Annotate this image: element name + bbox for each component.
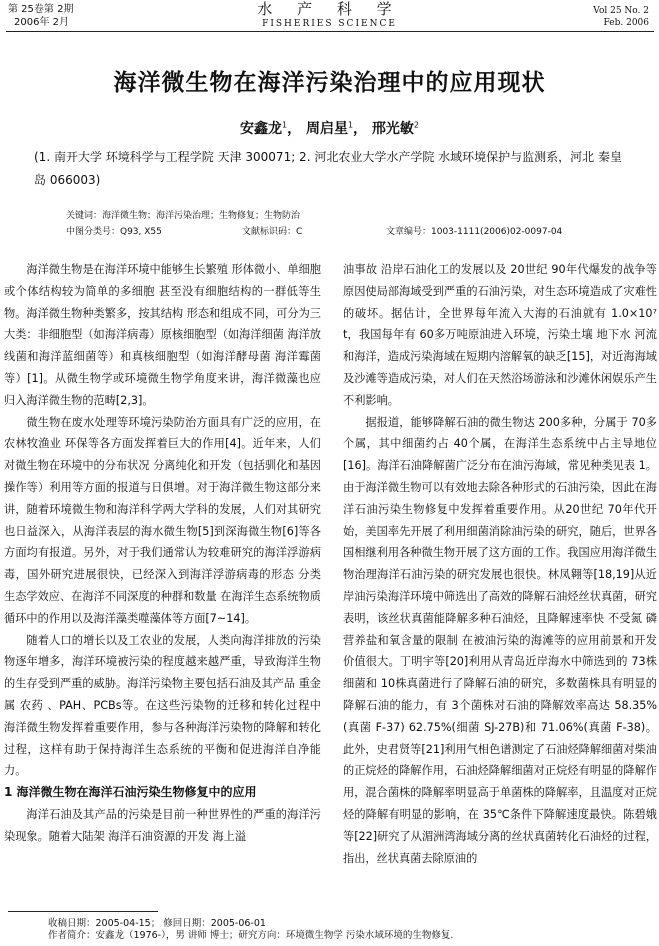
running-header-right xyxy=(593,5,649,29)
clc-number: 中图分类号：Q93, X55 xyxy=(66,227,162,237)
body-paragraph: 微生物在废水处理等环境污染防治方面具有广泛的应用，在农林牧渔业 环保等各方面发挥着巨大的作用[4]。近年来，人们对微生物在环境中的分布状况 分离纯化和开发（包括驯化和基因操作等）利用等方面的报道与日俱增。对于海洋微生物这部分来讲，随着环境微生物和海洋科学两大学科的发展，人们对其研究也日益深入，从海洋表层的海水微生物[5]到深海微生物[6]等各方面均有报道。另外，对于我们通常认为较难研究的海洋浮游病毒，国外研究进展很快，已经深入到海洋浮游病毒的形态 分类 生态学效应、在海洋不同深度的种群和数量 在海洋生态系统物质循环中的作用以及海洋藻类噬藻体等方面[7~14]。 xyxy=(4,415,321,625)
header-rule xyxy=(6,31,654,32)
author-name: 周启星 xyxy=(305,121,348,137)
body-column-right xyxy=(343,259,657,869)
article-title: 海洋微生物在海洋污染治理中的应用现状 xyxy=(113,70,546,96)
volume-issue: 第 25卷第 2期 xyxy=(8,4,74,15)
body-paragraph: 据报道，能够降解石油的微生物达 200多种，分属于 70多个属，其中细菌约占 40个属，在海洋生态系统中占主导地位[16]。海洋石油降解菌广泛分布在油污海域，常见种类见表 1。由于海洋微生物可以有效地去除各种形式的石油污染，因此在海洋石油污染生物修复中发挥着重要作用。从20世纪 70年代开始，美国率先开展了利用细菌消除油污染的研究，随后，世界各国相继利用各种微生物开展了这方面的工作。我国应用海洋微生物治理海洋石油污染的研究发展也很快。林凤翱等[18,19]从近岸油污染海洋环境中筛选出了高效的降解石油烃丝状真菌，研究表明，该丝状真菌能降解多种石油烃，且降解速率快 不受氮 磷营养盐和氧含量的限制 在被油污染的海滩等的应用前景和开发价值很大。丁明宇等[20]利用从青岛近岸海水中筛选到的 73株细菌和 10株真菌进行了降解石油的研究，多数菌株具有明显的降解石油的能力，有 3个菌株对石油的降解效率高达 58.35%(真菌 F-37) 62.75%(细菌 SJ-27B)和 71.06%(真菌 F-38)。此外，史君贤等[21]利用气相色谱测定了石油烃降解细菌对柴油的正烷烃的降解作用，石油烃降解细菌对正烷烃有明显的降解作用，混合菌株的降解率明显高于单菌株的降解率，且温度对正烷烃的降解有明显的影响，在 35℃条件下降解速度最快。陈碧娥等[22]研究了从湄洲湾海域分离的丝状真菌转化石油烃的过程，指出，丝状真菌去除原油的 xyxy=(343,415,657,865)
author-line: 安鑫龙$^1$， 周启星$^1$， 邢光敏$^2$ xyxy=(239,120,420,137)
body-paragraph: 油事故 沿岸石油化工的发展以及 20世纪 90年代爆发的战争等原因使局部海域受到严重的石油污染，对生态环境造成了灾难性的破坏。据估计，全世界每年流入大海的石油就有 1.0×10⁷ t，我国每年有 60多万吨原油进入环境，污染土壤 地下水 河流和海洋，造成污染海域在短期内溶解氧的缺乏[15]，对近海海域及沙滩等造成污染，对人们在天然浴场游泳和沙滩休闲娱乐产生不利影响。 xyxy=(343,263,657,407)
affiliation: (1. 南开大学 环境科学与工程学院 天津 300071; 2. 河北农业大学水产学院 水域环境保护与监测系，河北 秦皇岛 066003) xyxy=(34,150,622,187)
footnote-rule xyxy=(8,911,158,912)
issue-date: 2006年 2月 xyxy=(14,17,69,28)
author-name: 邢光敏 xyxy=(371,121,414,137)
body-column-left xyxy=(4,259,321,848)
article-number: 文章编号：1003-1111(2006)02-0097-04 xyxy=(386,227,563,237)
document-code: 文献标识码：C xyxy=(242,227,303,237)
author-bio: 作者简介：安鑫龙（1976-），男 讲师 博士；研究方向：环境微生物学 污染水域环境的生物修复. xyxy=(48,930,454,941)
journal-name-en: FISHERIES SCIENCE xyxy=(262,19,397,29)
author-affil-mark: 1 xyxy=(281,120,288,130)
author-affil-mark: 1 xyxy=(347,120,354,130)
issue-date-en: Feb. 2006 xyxy=(603,18,649,28)
received-date: 收稿日期：2005-04-15； 修回日期：2005-06-01 xyxy=(48,918,266,929)
volume-issue-en: Vol 25 No. 2 xyxy=(593,6,649,16)
running-header-center xyxy=(0,0,659,30)
section-heading: 1 海洋微生物在海洋石油污染生物修复中的应用 xyxy=(4,785,257,800)
body-paragraph: 海洋微生物是在海洋环境中能够生长繁殖 形体微小、单细胞或个体结构较为简单的多细胞 甚至没有细胞结构的一群低等生物。海洋微生物种类繁多，按其结构 形态和组成不同，可分为三大类：非细胞型（如海洋病毒）原核细胞型（如海洋细菌 海洋放线菌和海洋蓝细菌等）和真核细胞型（如海洋酵母菌 海洋霉菌等）[1]。从微生物学或环境微生物学角度来讲，海洋微藻也应归入海洋微生物的范畴[2,3]。 xyxy=(4,263,321,407)
author-name: 安鑫龙 xyxy=(239,121,282,137)
author-affil-mark: 2 xyxy=(413,120,420,130)
keywords: 关键词：海洋微生物；海洋污染治理；生物修复；生物防治 xyxy=(66,211,301,221)
journal-name: 水 产 科 学 xyxy=(257,0,402,18)
body-paragraph: 海洋石油及其产品的污染是目前一种世界性的严重的海洋污染现象。随着大陆架 海洋石油资源的开发 海上溢 xyxy=(4,807,321,843)
body-paragraph: 随着人口的增长以及工农业的发展，人类向海洋排放的污染物逐年增多，海洋环境被污染的程度越来越严重，导致海洋生物的生存受到严重的威胁。海洋污染物主要包括石油及其产品 重金属 农药 、PAH、PCBs等。在这些污染物的迁移和转化过程中 海洋微生物发挥着重要作用，参与各种海洋污染物的降解和转化过程，这样有助于保持海洋生态系统的平衡和促进海洋自净能力。 xyxy=(4,633,321,778)
